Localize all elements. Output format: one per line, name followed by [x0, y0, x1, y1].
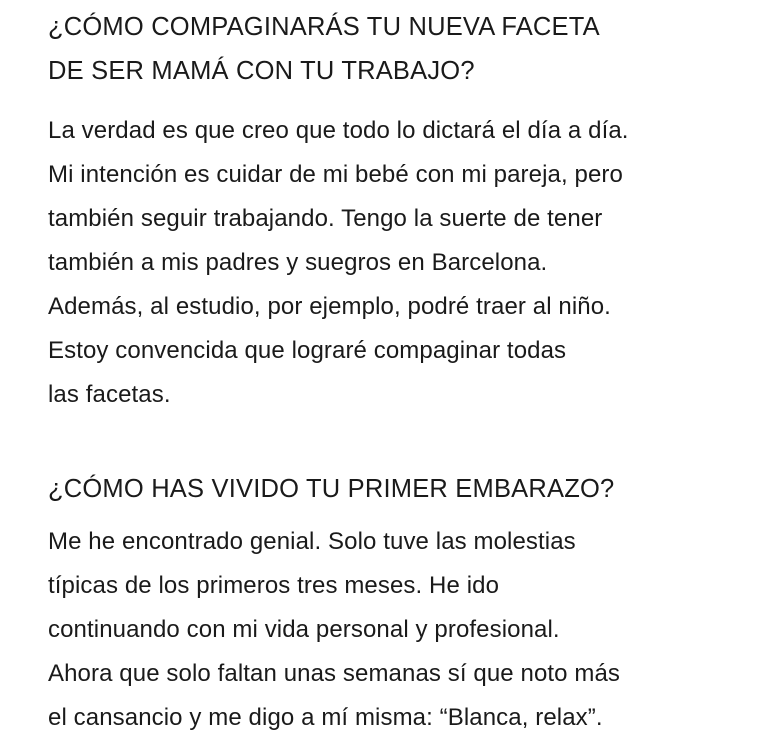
answer-paragraph-2 — [48, 520, 620, 740]
answer-line: Además, al estudio, por ejemplo, podré traer al niño. — [48, 293, 611, 320]
answer-line: Estoy convencida que lograré compaginar todas — [48, 337, 567, 364]
answer-line: continuando con mi vida personal y profesional. — [48, 616, 560, 643]
answer-line: Mi intención es cuidar de mi bebé con mi pareja, pero — [48, 161, 623, 188]
answer-line: Ahora que solo faltan unas semanas sí que noto más — [48, 660, 621, 687]
answer-line: La verdad es que creo que todo lo dictará el día a día. — [48, 117, 629, 144]
answer-line: el cansancio y me digo a mí misma: “Blanca, relax”. — [48, 704, 603, 731]
question-line: ¿CÓMO HAS VIVIDO TU PRIMER EMBARAZO? — [48, 475, 615, 503]
answer-line: típicas de los primeros tres meses. He ido — [48, 572, 500, 599]
question-line: ¿CÓMO COMPAGINARÁS TU NUEVA FACETA — [48, 13, 600, 41]
question-heading-1 — [48, 5, 600, 93]
answer-line: las facetas. — [48, 381, 171, 408]
question-heading-2 — [48, 467, 614, 511]
answer-line: Me he encontrado genial. Solo tuve las molestias — [48, 528, 576, 555]
answer-paragraph-1 — [48, 109, 629, 417]
answer-line: también seguir trabajando. Tengo la suerte de tener — [48, 205, 603, 232]
answer-line: también a mis padres y suegros en Barcelona. — [48, 249, 548, 276]
question-line: DE SER MAMÁ CON TU TRABAJO? — [48, 57, 475, 85]
